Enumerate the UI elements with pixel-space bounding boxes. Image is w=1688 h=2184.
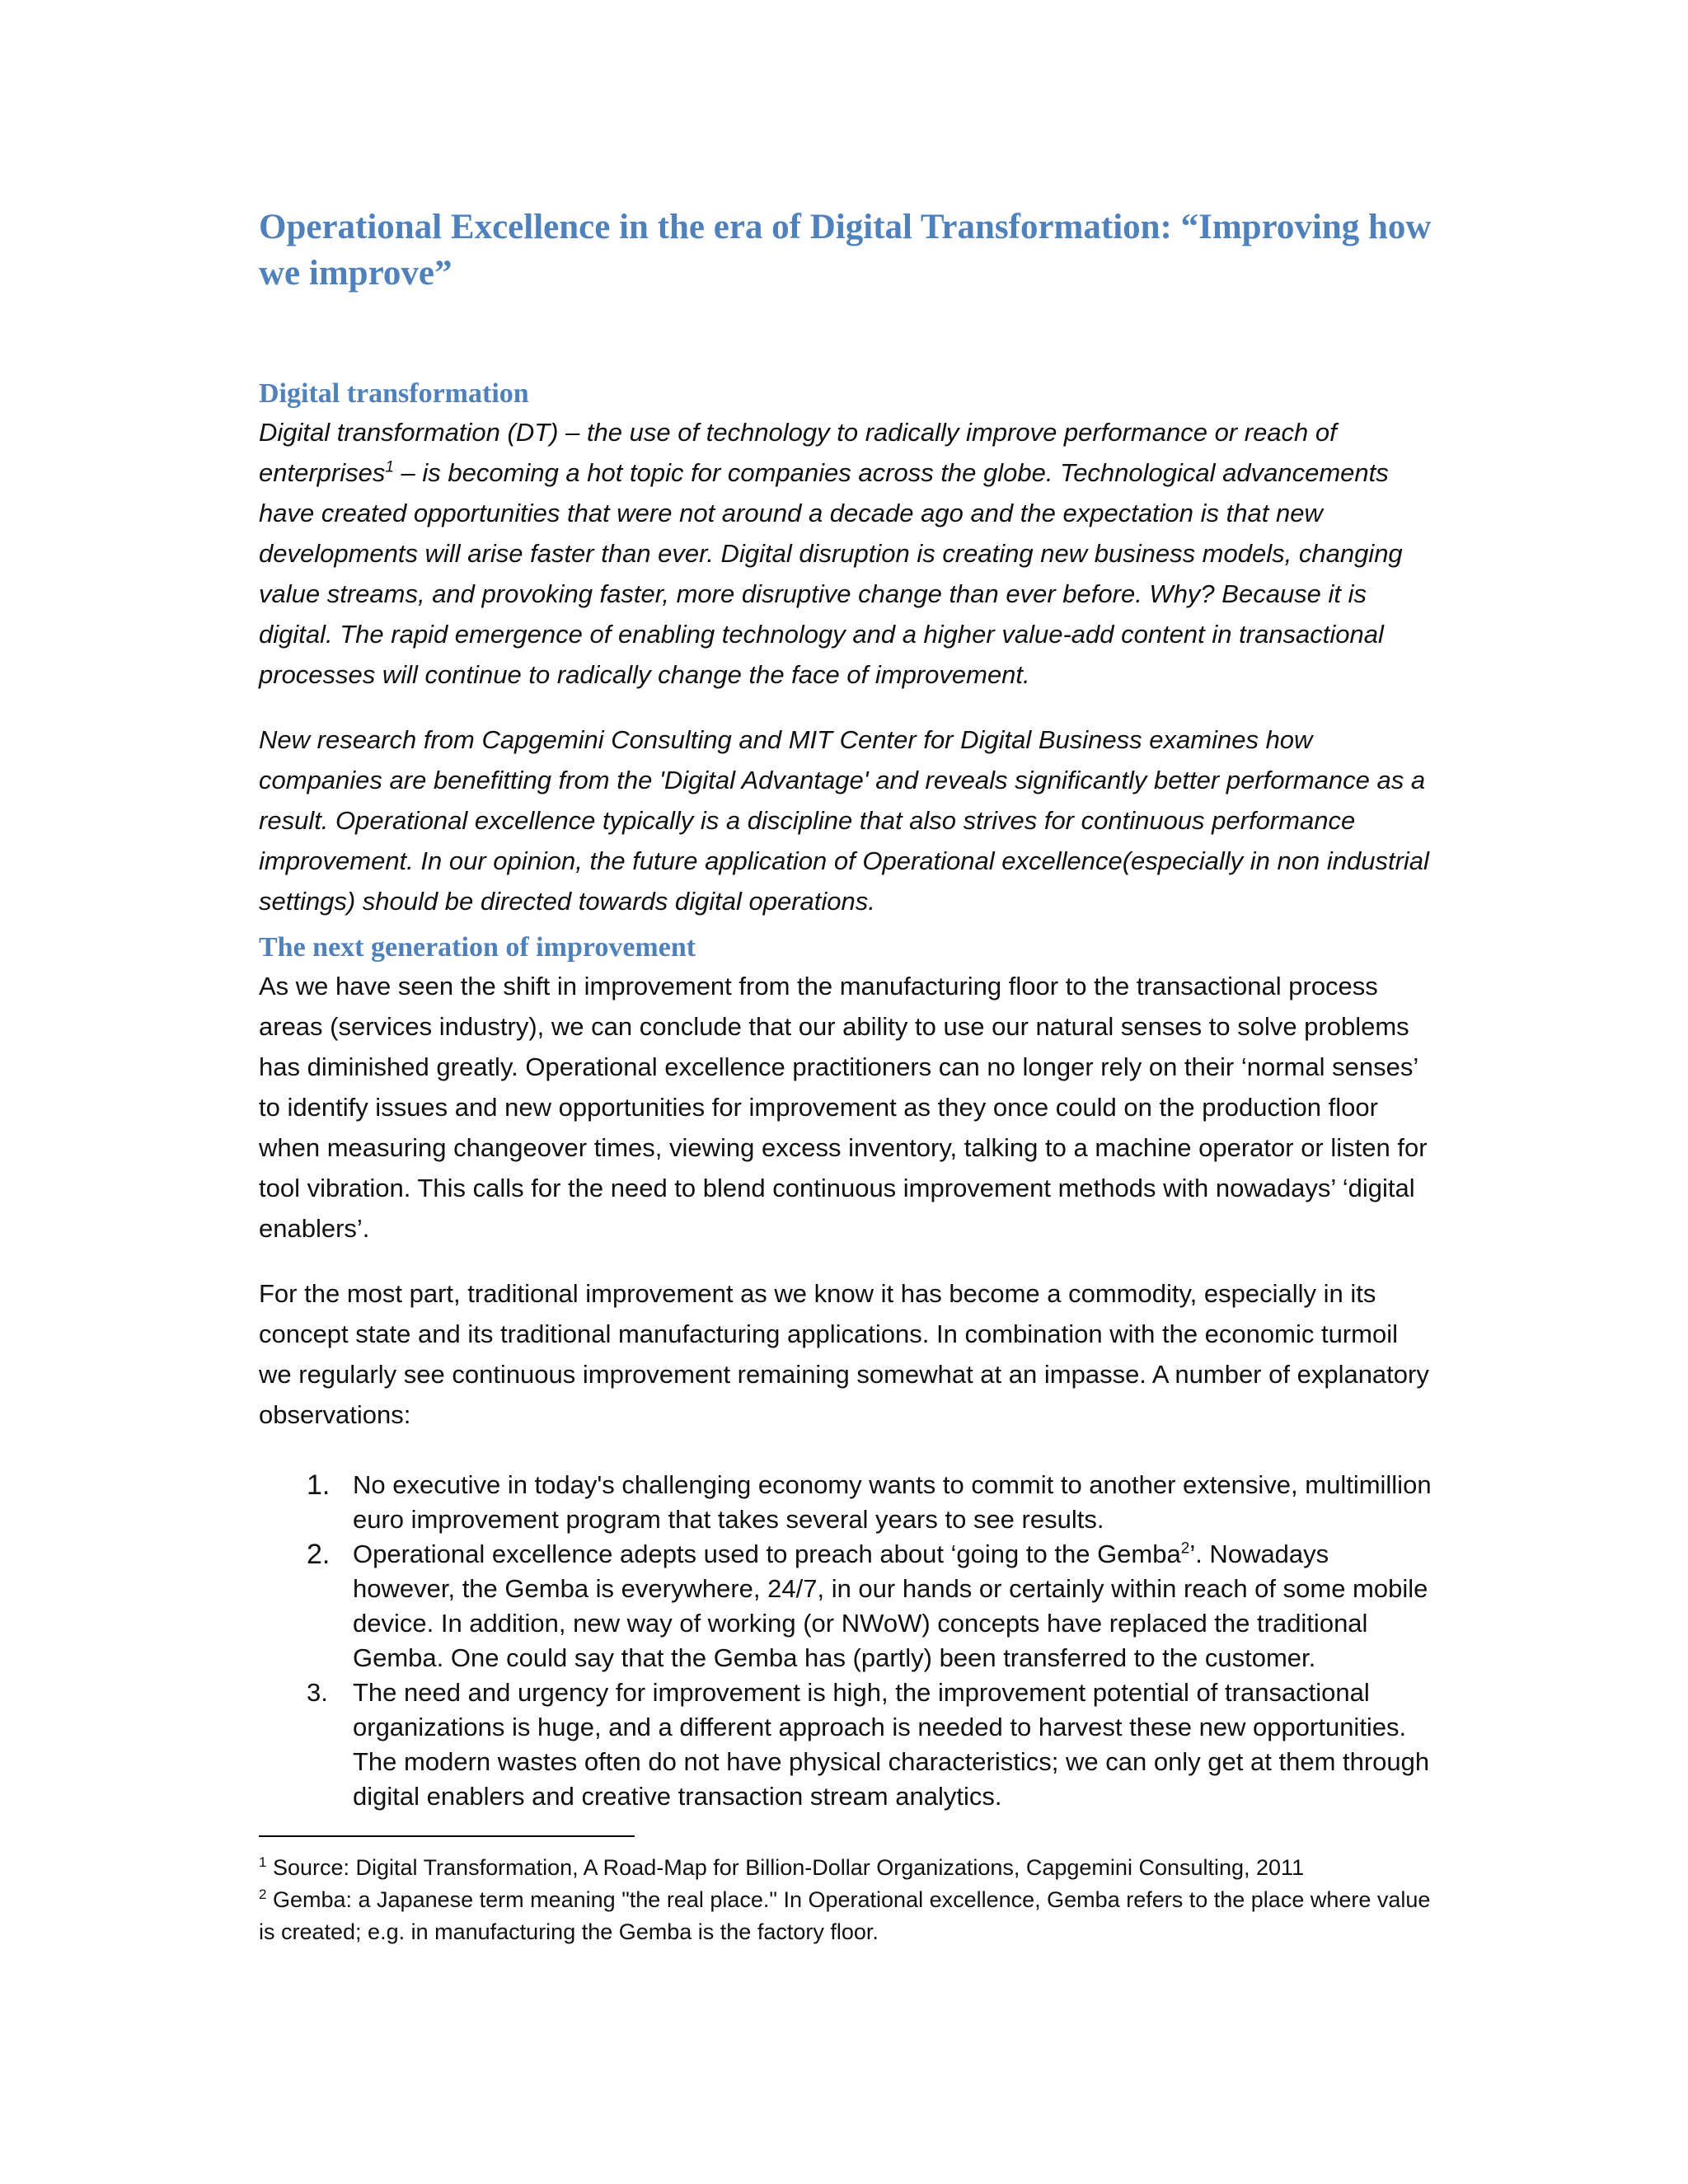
section-heading-digital-transformation: Digital transformation — [259, 378, 529, 409]
paragraph-capgemini-research: New research from Capgemini Consulting and MIT Center for Digital Business examines how companies are benefitting from the 'Digital Advantage' and reveals significantly better performance as a result. Operational excellence typically is a discipline that also strives for continuous performance improvement. In our opinion, the future application of Operational excellence(especially in non industrial settings) should be directed towards digital operations. — [259, 725, 1429, 916]
footnote-1: $^1$ Source: Digital Transformation, A Road-Map for Billion-Dollar Organizations, Capgemini Consulting, 2011 — [259, 1854, 1305, 1880]
document-title: Operational Excellence in the era of Digital Transformation: “Improving how we improve” — [259, 208, 1432, 293]
list-item-text: No executive in today's challenging economy wants to commit to another extensive, multimillion euro improvement program that takes several years to see results. — [353, 1470, 1432, 1534]
list-item — [259, 1537, 1437, 1675]
document-body — [259, 204, 1437, 1948]
paragraph-traditional-improvement: For the most part, traditional improvement as we know it has become a commodity, especially in its concept state and its traditional manufacturing applications. In combination with the economic turmoil we regularly see continuous improvement remaining somewhat at an impasse. A number of explanatory observations: — [259, 1279, 1429, 1429]
list-item-text: Operational excellence adepts used to preach about ‘going to the Gemba$^2$’. Nowadays however, the Gemba is everywhere, 24/7, in our hands or certainly within reach of some mobile device. In addition, new way of working (or NWoW) concepts have replaced the traditional Gemba. One could say that the Gemba has (partly) been transferred to the customer. — [353, 1540, 1428, 1672]
list-number: 1. — [307, 1469, 331, 1501]
footnote-ref-2[interactable]: 2 — [1180, 1540, 1190, 1558]
list-item-text: The need and urgency for improvement is high, the improvement potential of transactional organizations is huge, and a different approach is needed to harvest these new opportunities. The modern wastes often do not have physical characteristics; we can only get at them through digital enablers and creative transaction stream analytics. — [353, 1678, 1430, 1811]
list-item — [259, 1675, 1437, 1814]
list-number: 3. — [307, 1678, 328, 1707]
paragraph-shift-in-improvement: As we have seen the shift in improvement from the manufacturing floor to the transactional process areas (services industry), we can conclude that our ability to use our natural senses to solve problems has diminished greatly. Operational excellence practitioners can no longer rely on their ‘normal senses’ to identify issues and new opportunities for improvement as they once could on the production floor when measuring changeover times, viewing excess inventory, talking to a machine operator or listen for tool vibration. This calls for the need to blend continuous improvement methods with nowadays’ ‘digital enablers’. — [259, 972, 1428, 1243]
footnote-ref-1[interactable]: 1 — [385, 458, 394, 476]
section-heading-next-generation: The next generation of improvement — [259, 932, 696, 963]
footnote-separator — [259, 1835, 635, 1837]
paragraph-dt-definition: Digital transformation (DT) – the use of technology to radically improve performance or reach of enterprises$^1$ – is becoming a hot topic for companies across the globe. Technological advancements have created opportunities that were not around a decade ago and the expectation is that new developments will arise faster than ever. Digital disruption is creating new business models, changing value streams, and provoking faster, more disruptive change than ever before. Why? Because it is digital. The rapid emergence of enabling technology and a higher value-add content in transactional processes will continue to radically change the face of improvement. — [259, 418, 1403, 689]
footnote-2: $^2$ Gemba: a Japanese term meaning "the real place." In Operational excellence, Gemba refers to the place where value is created; e.g. in manufacturing the Gemba is the factory floor. — [259, 1886, 1431, 1944]
list-number: 2. — [307, 1539, 331, 1570]
list-item — [259, 1468, 1437, 1537]
observations-list — [259, 1468, 1437, 1814]
